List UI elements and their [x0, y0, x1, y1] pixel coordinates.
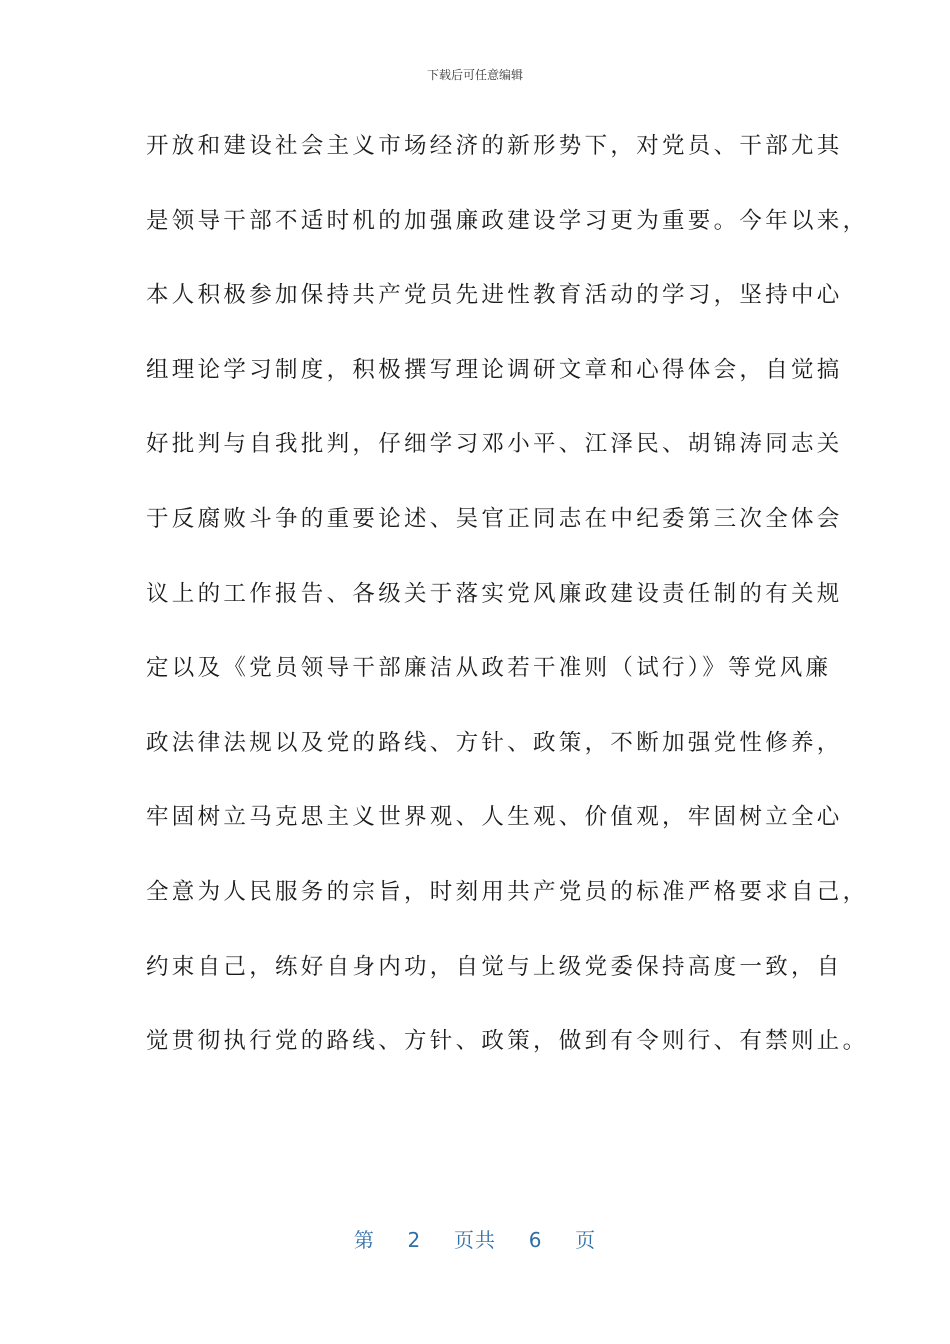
- body-line: 牢固树立马克思主义世界观、人生观、价值观，牢固树立全心: [146, 804, 843, 831]
- body-line: 好批判与自我批判，仔细学习邓小平、江泽民、胡锦涛同志关: [146, 431, 843, 458]
- body-line: 组理论学习制度，积极撰写理论调研文章和心得体会，自觉搞: [146, 356, 843, 383]
- body-line: 觉贯彻执行党的路线、方针、政策，做到有令则行、有禁则止。: [146, 1028, 869, 1055]
- body-line: 定以及《党员领导干部廉洁从政若干准则（试行）》等党风廉: [146, 655, 832, 682]
- body-line: 于反腐败斗争的重要论述、吴官正同志在中纪委第三次全体会: [146, 505, 843, 532]
- page-header: 下载后可任意编辑: [426, 68, 523, 82]
- body-line: 本人积极参加保持共产党员先进性教育活动的学习，坚持中心: [146, 282, 843, 309]
- body-line: 约束自己，练好自身内功，自觉与上级党委保持高度一致，自: [146, 953, 843, 980]
- footer-middle: 页共: [454, 1228, 496, 1252]
- body-line: 全意为人民服务的宗旨，时刻用共产党员的标准严格要求自己，: [146, 878, 869, 905]
- current-page-number: 2: [407, 1228, 422, 1252]
- page-footer: [0, 1224, 950, 1253]
- footer-suffix: 页: [575, 1228, 597, 1252]
- body-line: 是领导干部不适时机的加强廉政建设学习更为重要。今年以来，: [146, 207, 869, 234]
- total-pages-number: 6: [528, 1228, 543, 1252]
- body-line: 开放和建设社会主义市场经济的新形势下，对党员、干部尤其: [146, 133, 843, 159]
- footer-prefix: 第: [353, 1228, 375, 1252]
- body-line: 议上的工作报告、各级关于落实党风廉政建设责任制的有关规: [146, 580, 843, 607]
- document-body: [146, 118, 869, 1088]
- body-line: 政法律法规以及党的路线、方针、政策，不断加强党性修养，: [146, 729, 843, 756]
